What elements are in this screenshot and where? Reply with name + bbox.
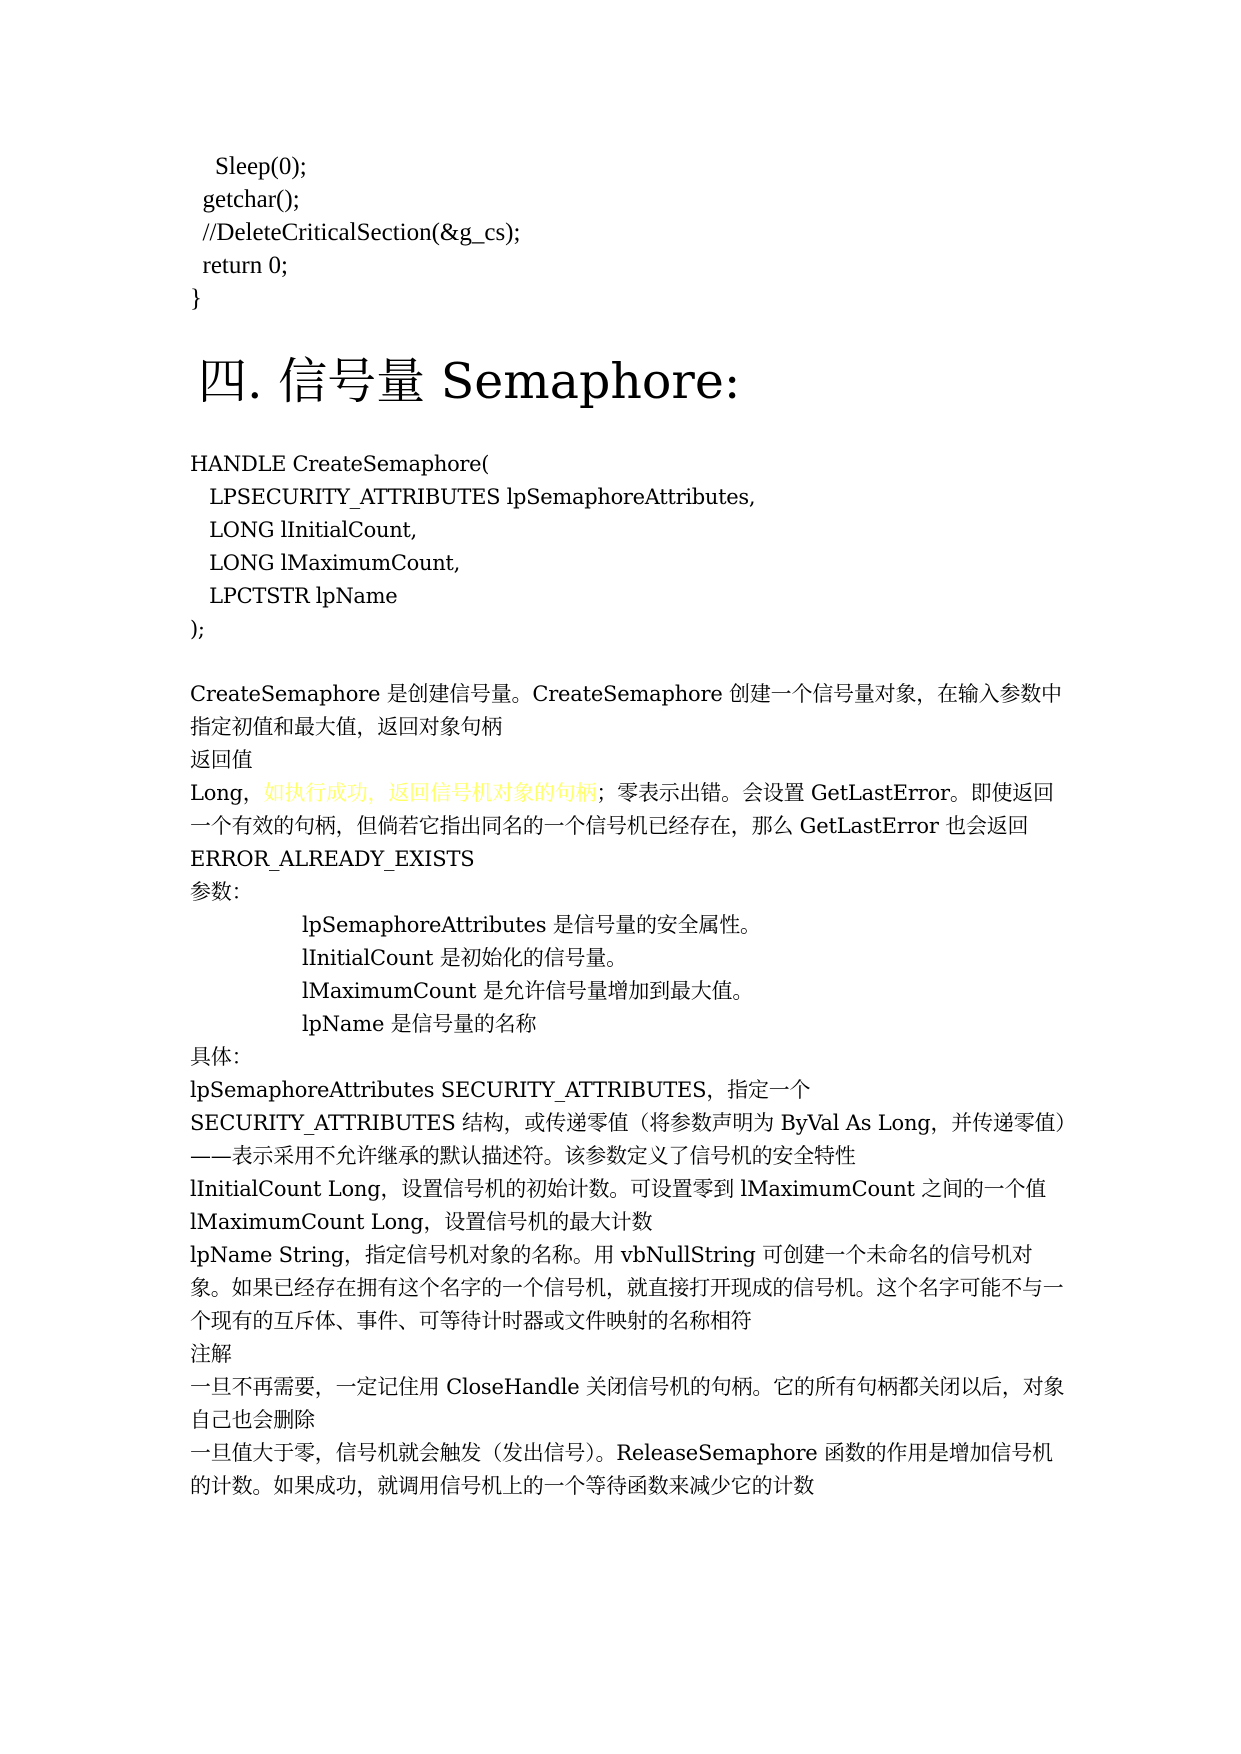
code-line: return 0; — [190, 252, 288, 279]
prototype-line: LONG lMaximumCount, — [190, 551, 460, 575]
code-line: Sleep(0); — [190, 153, 307, 180]
notes-label: 注解 — [190, 1342, 232, 1366]
detail-paragraph: lpName String，指定信号机对象的名称。用 vbNullString 可创建一个未命名的信号机对象。如果已经存在拥有这个名字的一个信号机，就直接打开现成的信号机。这个名字可能不与一个现有的互斥体、事件、可等待计时器或文件映射的名称相符 — [190, 1243, 1064, 1333]
params-label: 参数： — [190, 880, 253, 904]
detail-paragraph: lInitialCount Long，设置信号机的初始计数。可设置零到 lMaximumCount 之间的一个值 — [190, 1177, 1047, 1201]
detail-paragraph: lpSemaphoreAttributes SECURITY_ATTRIBUTES，指定一个 SECURITY_ATTRIBUTES 结构，或传递零值（将参数声明为 ByVal As Long，并传递零值）——表示采用不允许继承的默认描述符。该参数定义了信号机的安全特性 — [190, 1078, 1066, 1168]
section-heading: 四. 信号量 Semaphore: — [198, 353, 741, 410]
return-highlight: 如执行成功，返回信号机对象的句柄 — [263, 781, 597, 805]
prototype-line: HANDLE CreateSemaphore( — [190, 452, 490, 476]
note-paragraph: 一旦不再需要，一定记住用 CloseHandle 关闭信号机的句柄。它的所有句柄都关闭以后，对象自己也会删除 — [190, 1375, 1065, 1432]
param-item: lpSemaphoreAttributes 是信号量的安全属性。 — [302, 913, 761, 937]
prototype-line: LONG lInitialCount, — [190, 518, 417, 542]
param-item: lpName 是信号量的名称 — [302, 1012, 537, 1036]
prototype-line: LPSECURITY_ATTRIBUTES lpSemaphoreAttributes, — [190, 485, 756, 509]
function-prototype — [190, 448, 755, 646]
param-item: lInitialCount 是初始化的信号量。 — [302, 946, 627, 970]
prototype-line: ); — [190, 617, 205, 641]
code-line: //DeleteCriticalSection(&g_cs); — [190, 219, 521, 246]
detail-paragraph: lMaximumCount Long，设置信号机的最大计数 — [190, 1210, 653, 1234]
code-line: getchar(); — [190, 186, 300, 213]
return-paragraph — [190, 777, 1070, 876]
return-suffix: ；零表示出错。会设置 GetLastError。即使返回一个有效的句柄，但倘若它指出同名的一个信号机已经存在，那么 GetLastError 也会返回 ERROR_ALREADY_EXISTS — [190, 781, 1054, 871]
details-label: 具体： — [190, 1045, 253, 1069]
document-body — [190, 678, 1070, 1503]
code-line: } — [190, 285, 202, 312]
code-snippet-tail — [190, 150, 520, 315]
intro-paragraph: CreateSemaphore 是创建信号量。CreateSemaphore 创建一个信号量对象，在输入参数中指定初值和最大值，返回对象句柄 — [190, 682, 1062, 739]
param-item: lMaximumCount 是允许信号量增加到最大值。 — [302, 979, 754, 1003]
prototype-line: LPCTSTR lpName — [190, 584, 398, 608]
note-paragraph: 一旦值大于零，信号机就会触发（发出信号）。ReleaseSemaphore 函数的作用是增加信号机的计数。如果成功，就调用信号机上的一个等待函数来减少它的计数 — [190, 1441, 1053, 1498]
return-prefix: Long， — [190, 781, 264, 805]
return-label: 返回值 — [190, 748, 253, 772]
